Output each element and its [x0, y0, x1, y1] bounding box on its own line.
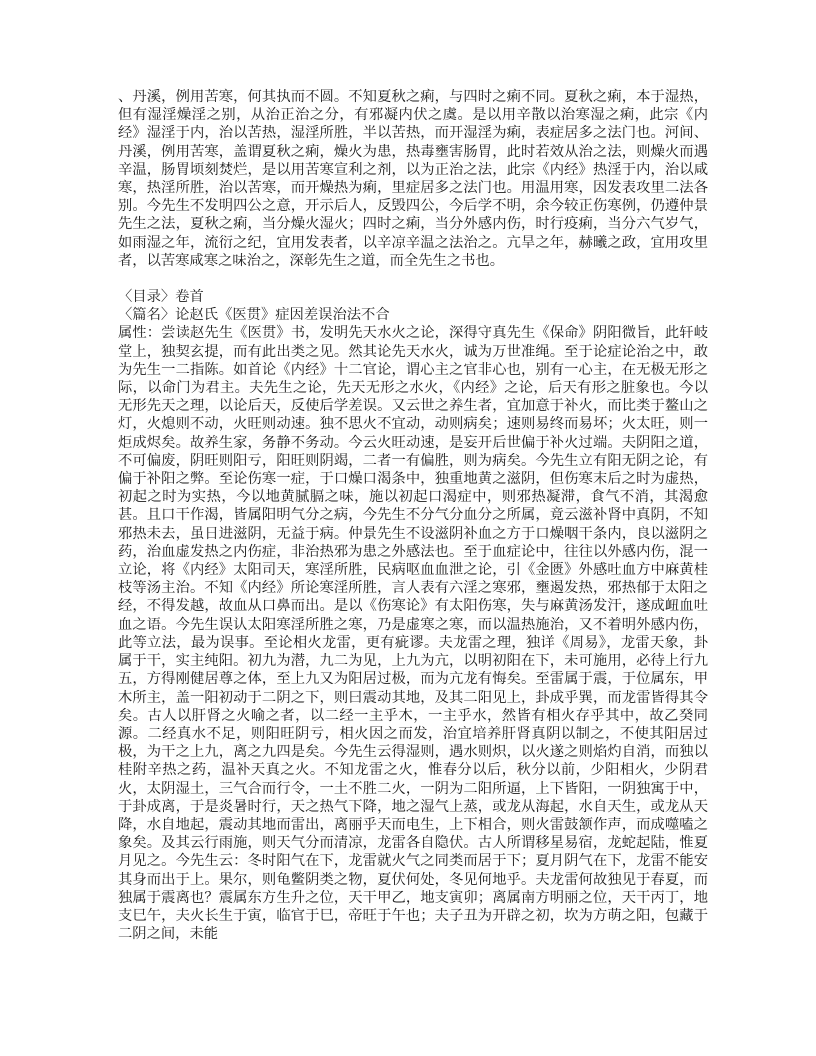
- catalog-heading: 〈目录〉卷首: [118, 289, 204, 306]
- paragraph-dysentery: 、丹溪，例用苦寒，何其执而不圆。不知夏秋之痢，与四时之痢不同。夏秋之痢，本于湿热，但有湿淫燥淫之别，从治正治之分，有邪凝内伏之虞。是以用辛散以治寒湿之痢，此宗《内经》湿淫于内，治以苦热，湿淫所胜，半以苦热，而开湿淫为痢，表症居多之法门也。河间、丹溪，例用苦寒，盖谓夏秋之痢，燥火为患，热毒壅害肠胃，此时若效从治之法，则燥火而遇辛温，肠胃顷刻焚烂，是以用苦寒宣利之剂，以为正治之法，此宗《内经》热淫于内，治以咸寒，热淫所胜，治以苦寒，而开燥热为痢，里症居多之法门也。用温用寒，因发表攻里二法各别。今先生不发明四公之意，开示后人，反毁四公，今后学不明，余今较正伤寒例，仍遵仲景先生之法，夏秋之痢，当分燥火湿火；四时之痢，当分外感内伤，时行疫痢，当分六气岁气，如雨湿之年，流衍之纪，宜用发表者，以辛凉辛温之法治之。亢旱之年，赫曦之政，宜用攻里者，以苦寒咸寒之味治之，深彰先生之道，而全先生之书也。: [118, 89, 708, 269]
- document-page: [118, 88, 708, 943]
- body-text: 属性：尝读赵先生《医贯》书，发明先天水火之论，深得守真先生《保命》阴阳微旨，此轩岐堂上，独契玄提，而有此出类之见。然其论先天水火，诚为万世准绳。至于论症论治之中，敢为先生一二指陈。如首论《内经》十二官论，谓心主之官非心也，别有一心主，在无极无形之际，以命门为君主。夫先生之论，先天无形之水火，《内经》之论，后天有形之脏象也。今以无形先天之理，以论后天，反使后学差误。又云世之养生者，宜加意于补火，而比类于鳌山之灯，火熄则不动，火旺则动速。独不思火不宜动，动则病矣；速则易终而易坏；火太旺，则一炬成烬矣。故养生家，务静不务动。今云火旺动速，是妄开后世偏于补火过端。夫阴阳之道，不可偏废，阴旺则阳亏，阳旺则阴竭，二者一有偏胜，则为病矣。今先生立有阳无阴之论，有偏于补阳之弊。至论伤寒一症，于口燥口渴条中，独重地黄之滋阴，但伤寒末后之时为虚热，初起之时为实热，今以地黄腻膈之味，施以初起口渴症中，则邪热凝滞，食气不消，其渴愈甚。且口干作渴，皆属阳明气分之病，今先生不分气分血分之所属，竟云滋补肾中真阴，不知邪热未去，虽日进滋阴，无益于病。仲景先生不设滋阴补血之方于口燥咽干条内，良以滋阴之药，治血虚发热之内伤症，非治热邪为患之外感法也。至于血症论中，往往以外感内伤，混一立论，将《内经》太阳司天，寒淫所胜，民病呕血血泄之论，引《金匮》外感吐血方中麻黄桂枝等汤主治。不知《内经》所论寒淫所胜，言人表有六淫之寒邪，壅遏发热，邪热郁于太阳之经，不得发越，故血从口鼻而出。是以《伤寒论》有太阳伤寒，失与麻黄汤发汗，遂成衄血吐血之语。今先生误认太阳寒淫所胜之寒，乃是虚寒之寒，而以温热施治，又不着明外感内伤，此等立法，最为误事。至论相火龙雷，更有疵谬。夫龙雷之理，独详《周易》，龙雷天象，卦属于干，实主纯阳。初九为潜，九二为见，上九为亢，以明初阳在下，未可施用，必待上行九五，方得刚健居尊之体，至上九又为阳居过极，而为亢龙有悔矣。至雷属于震，于位属东，甲木所主，盖一阳初动于二阴之下，则曰震动其地，及其二阳见上，卦成乎巽，而龙雷皆得其令矣。古人以肝肾之火喻之者，以二经一主乎木，一主乎水，然皆有相火存乎其中，故乙癸同源。二经真水不足，则阳旺阴亏，相火因之而发，治宜培养肝肾真阴以制之，不使其阳居过极，为干之上九，离之九四是矣。今先生云得湿则，遇水则炽，以火遂之则焰灼自消，而独以桂附辛热之药，温补天真之火。不知龙雷之火，惟春分以后，秋分以前，少阳相火，少阴君火，太阴湿土，三气合而行令，一土不胜二火，一阴为二阳所逼，上下皆阳，一阴独寓于中，于卦成离，于是炎暑时行，天之热气下降，地之湿气上蒸，或龙从海起，水自天生，或龙从天降，水自地起，震动其地而雷出，离丽乎天而电生，上下相合，则火雷鼓颔作声，而成噬嗑之象矣。及其云行雨施，则天气分而清凉，龙雷各自隐伏。古人所谓移星易宿，龙蛇起陆，惟夏月见之。今先生云：冬时阳气在下，龙雷就火气之同类而居于下；夏月阴气在下，龙雷不能安其身而出于上。果尔，则龟鳖阴类之物，夏伏何处，冬见何地乎。夫龙雷何故独见于春夏，而独属于震离也？震属东方生升之位，天干甲乙，地支寅卯；离属南方明丽之位，天干丙丁，地支巳午，夫火长生于寅，临官于巳，帝旺于午也；夫子丑为开辟之初，坎为方萌之阳，包藏于二阴之间，未能: [118, 325, 708, 943]
- paragraph-gap: [118, 270, 708, 288]
- chapter-title: 〈篇名〉论赵氏《医贯》症因差误治法不合: [118, 307, 390, 324]
